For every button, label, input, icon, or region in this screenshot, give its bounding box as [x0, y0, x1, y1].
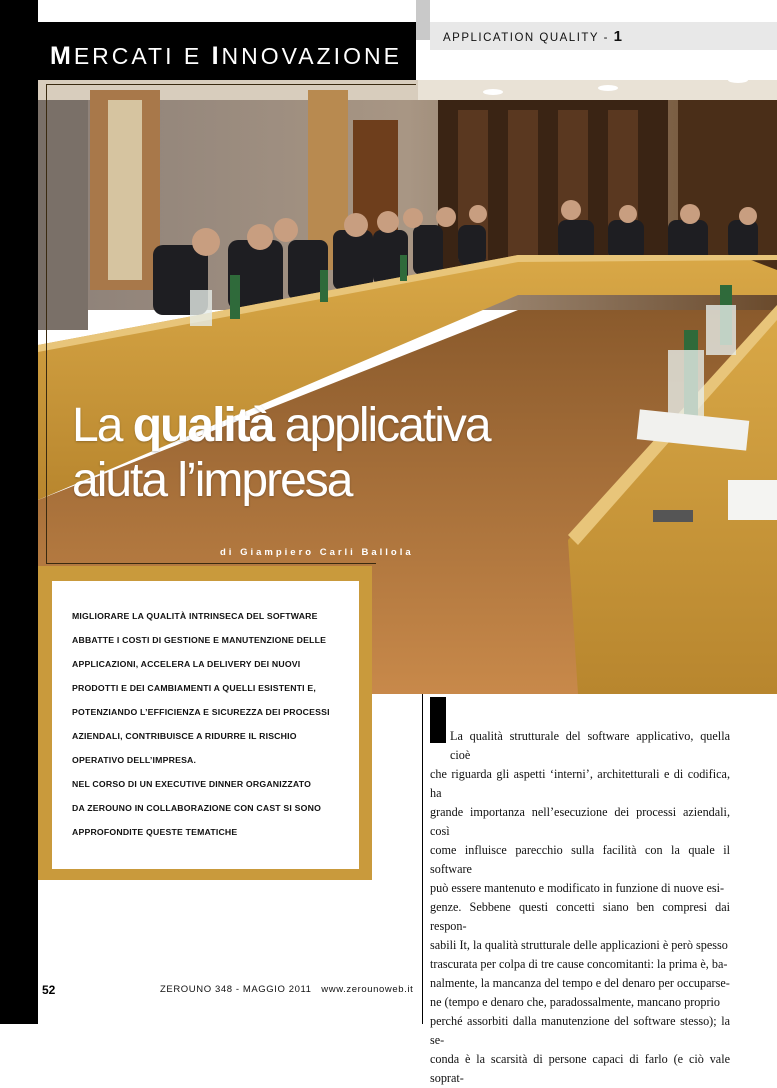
article-byline: di Giampiero Carli Ballola [220, 547, 414, 558]
lead-line: APPROFONDITE QUESTE TEMATICHE [72, 827, 238, 837]
lead-line: MIGLIORARE LA QUALITÀ INTRINSECA DEL SOFTWARE [72, 611, 318, 621]
series-label [443, 28, 623, 45]
page-number: 52 [42, 983, 56, 997]
article-headline [72, 398, 490, 508]
series-number: 1 [613, 28, 624, 45]
body-line: genze. Sebbene questi concetti siano ben compresi dai respon- [430, 900, 730, 933]
body-line: La qualità strutturale del software applicativo, quella cioè [450, 729, 730, 762]
lead-line: DA ZEROUNO IN COLLABORAZIONE CON CAST SI SONO [72, 803, 322, 813]
headline-line2: aiuta l’impresa [72, 454, 352, 507]
lead-line: POTENZIANDO L’EFFICIENZA E SICUREZZA DEI PROCESSI [72, 707, 330, 717]
lead-text [72, 604, 352, 844]
body-line: nalmente, la mancanza del tempo e del denaro per occuparse- [430, 976, 730, 990]
section-title-rest1: ERCATI E [73, 43, 212, 69]
headline-word-la: La [72, 399, 122, 452]
footer-website-link[interactable]: www.zerounoweb.it [321, 984, 414, 995]
lead-line: AZIENDALI, CONTRIBUISCE A RIDURRE IL RISCHIO [72, 731, 297, 741]
body-line: sabili It, la qualità strutturale delle applicazioni è però spesso [430, 938, 728, 952]
headline-word-applicativa: applicativa [284, 399, 490, 452]
lead-line: OPERATIVO DELL’IMPRESA. [72, 755, 197, 765]
lead-line: ABBATTE I COSTI DI GESTIONE E MANUTENZIONE DELLE [72, 635, 327, 645]
footer-info [160, 984, 413, 995]
body-line: trascurata per colpa di tre cause concomitanti: la prima è, ba- [430, 957, 728, 971]
article-body [430, 727, 730, 1088]
series-label-text: APPLICATION QUALITY - [443, 32, 614, 44]
lead-line: NEL CORSO DI UN EXECUTIVE DINNER ORGANIZZATO [72, 779, 312, 789]
body-line: conda è la scarsità di persone capaci di farlo (e ciò vale soprat- [430, 1052, 730, 1085]
lead-line: PRODOTTI E DEI CAMBIAMENTI A QUELLI ESISTENTI E, [72, 683, 317, 693]
header-grey-block [416, 0, 430, 40]
section-title [50, 42, 402, 71]
frame-rule-left [46, 84, 47, 564]
body-line: ne (tempo e denaro che, paradossalmente, mancano proprio [430, 995, 721, 1009]
body-line: perché assorbiti dalla manutenzione del software stesso); la se- [430, 1014, 730, 1047]
left-margin-strip [0, 0, 38, 1024]
body-line: grande importanza nell’esecuzione dei processi aziendali, così [430, 805, 730, 838]
footer-issue: ZEROUNO 348 - MAGGIO 2011 [160, 984, 312, 995]
frame-rule-top [46, 84, 416, 85]
body-line: che riguarda gli aspetti ‘interni’, architetturali e di codifica, ha [430, 767, 730, 800]
body-line: come influisce parecchio sulla facilità con la quale il software [430, 843, 730, 876]
section-title-cap1: M [50, 42, 74, 70]
section-title-cap2: I [211, 42, 222, 70]
body-line: può essere mantenuto e modificato in funzione di nuove esi- [430, 881, 725, 895]
headline-word-qualita: qualità [132, 399, 274, 452]
frame-rule-bottom [46, 563, 376, 564]
section-title-rest2: NNOVAZIONE [221, 43, 402, 69]
column-divider [422, 694, 423, 1024]
lead-line: APPLICAZIONI, ACCELERA LA DELIVERY DEI NUOVI [72, 659, 301, 669]
